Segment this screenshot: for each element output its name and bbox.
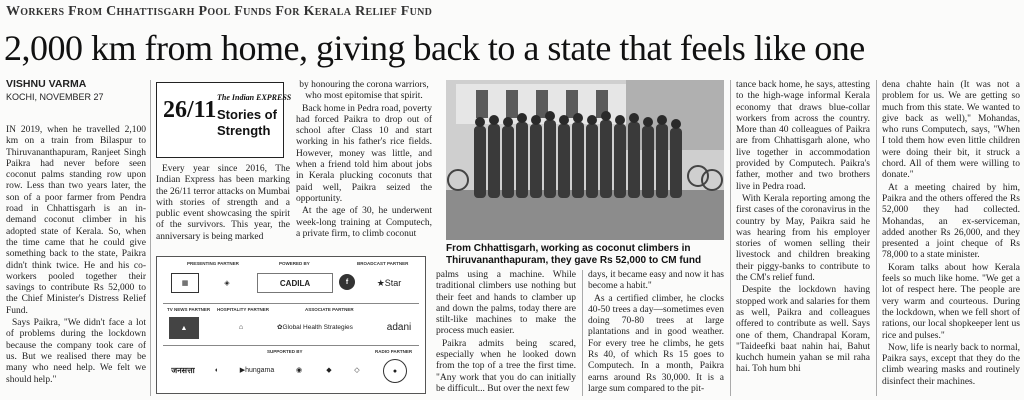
tv-news-partner-label: TV NEWS PARTNER xyxy=(167,307,211,312)
paragraph: Says Paikra, "We didn't face a lot of problems during the lockdown because the company took care of us. But we realised there may be many who need help. We felt we should help." xyxy=(6,318,146,385)
paragraph: Paikra admits being scared, especially when he looked down from the top of a tree the first time. "Any work that you do can initially be difficult... But over the next few xyxy=(436,338,576,394)
sponsors-panel xyxy=(156,256,426,394)
logo-icon: ✿ xyxy=(277,324,283,331)
logo-icon: ◇ xyxy=(354,367,360,374)
article-column-7 xyxy=(882,80,1020,398)
paragraph: Despite the lockdown having stopped work and salaries for them as well, Paikra and colleagues offered to contribute as well. Says one of them, Chandrapal Koram, "Taideefki baat nahin hai, Bahut kuchch humein yahan se mil raha hai. Toh hum bhi xyxy=(736,285,870,375)
radio-partner-label: RADIO PARTNER xyxy=(375,349,413,354)
supporter-logo xyxy=(317,361,341,379)
stories-line-2: Strength xyxy=(217,123,271,138)
hospitality-partner-label: HOSPITALITY PARTNER xyxy=(217,307,270,312)
presenting-partner-label: PRESENTING PARTNER xyxy=(187,261,239,266)
broadcast-partner-label: BROADCAST PARTNER xyxy=(357,261,409,266)
article-column-5 xyxy=(588,270,724,398)
dateline: KOCHI, NOVEMBER 27 xyxy=(6,92,104,102)
stories-number: 26/11 xyxy=(163,97,217,123)
stories-brand: The Indian EXPRESS xyxy=(217,93,292,102)
column-rule xyxy=(582,270,583,396)
article-column-4 xyxy=(436,270,576,398)
paragraph: With Kerala reporting among the first cases of the coronavirus in the country by May, Paikra said he was hearing from his employer stories of women selling their livestock and children breaking their piggy-banks to contribute to the CM's relief fund. xyxy=(736,193,870,284)
panel-divider xyxy=(163,345,419,346)
column-rule xyxy=(150,80,151,396)
logo-icon: ◆ xyxy=(326,367,332,374)
paragraph: Back home in Pedra road, poverty had forced Paikra to drop out of school after Class 10 and start working in his father's rice fields. However, money was little, and when a friend told him about jobs in Kerala plucking coconuts that paid well, Paikra seized the opportunity. xyxy=(296,103,432,204)
star-logo: ★ Star xyxy=(376,277,402,288)
logo-icon: ◈ xyxy=(224,280,230,287)
paragraph: dena chahte hain (It was not a problem for us. We are getting so much from this state. We wanted to give back as well)," Mohandas, who runs Computech, says, "When I told them how even little children were doing their bit, it struck a chord. All of them were willing to donate." xyxy=(882,80,1020,181)
paragraph: palms using a machine. While traditional climbers use nothing but their feet and hands to clamber up and down the palms, today there are stilt-like machines to make the process much easier. xyxy=(436,270,576,337)
adani-logo: adani xyxy=(386,321,412,333)
supporter-logo xyxy=(285,361,313,379)
paragraph: Every year since 2016, The Indian Express has been marking the 26/11 terror attacks on Mumbai with stories of strength and a public event showcasing the spirit of the survivors. This year, the anniversary is being marked xyxy=(156,164,290,242)
jansatta-logo: जनसत्ता xyxy=(171,365,195,375)
hungama-logo: ▶ hungama xyxy=(239,366,275,374)
logo-icon: ◐ xyxy=(214,366,220,374)
paragraph: At the age of 30, he underwent week-long training at Computech, a private firm, to climb coconut xyxy=(296,206,432,239)
hospitality-logo xyxy=(213,315,269,339)
paragraph: by honouring the corona warriors, who most epitomise that spirit. xyxy=(299,80,429,102)
tv-news-logo: ▲ xyxy=(169,317,199,339)
supporter-logo xyxy=(205,361,229,379)
paragraph: Koram talks about how Kerala feels so much like home. "We get a lot of respect here. The people are very warm and courteous. During the lockdown, when we fell short of rations, our local shopkeeper lent us rice and pulses." xyxy=(882,262,1020,341)
facebook-icon: f xyxy=(339,274,355,290)
star-icon: ★ xyxy=(376,277,385,288)
article-column-1 xyxy=(6,125,146,397)
supporter-logo xyxy=(345,361,369,379)
column-rule xyxy=(876,80,877,396)
logo-icon: ● xyxy=(392,367,398,375)
logo-icon: ⌂ xyxy=(238,323,244,331)
article-column-3 xyxy=(296,80,432,254)
panel-divider xyxy=(163,303,419,304)
stories-of-strength-logo xyxy=(156,82,292,158)
stories-line-1: Stories of xyxy=(217,107,277,122)
paragraph: days, it became easy and now it has become a habit." xyxy=(588,270,724,292)
photo-illustration xyxy=(446,80,724,240)
article-column-2 xyxy=(156,164,290,252)
presenting-logo-2 xyxy=(205,271,249,295)
article-column-6 xyxy=(736,80,870,398)
coconut-climbers-photo xyxy=(446,80,724,240)
radio-logo xyxy=(383,359,407,383)
supported-by-label: SUPPORTED BY xyxy=(267,349,303,354)
paragraph: IN 2019, when he travelled 2,100 km on a train from Bilaspur to Thiruvananthapuram, Ranjeet Singh Paikra had never before seen coconut palms standing row upon row. Less than two years later, the son of a poor farmer from Pendra road in Chhattisgarh is an in-demand coconut climber in his adopted state of Kerala. So, when the time came that he could give something back to the state, Paikra didn't think twice. He and his co-workers pooled together their savings to contribute Rs 52,000 to the Chief Minister's Distress Relief Fund. xyxy=(6,125,146,316)
paragraph: tance back home, he says, attesting to the high-wage informal Kerala economy that draws blue-collar workers from across the country. More than 40 colleagues of Paikra are from Chhattisgarh alone, who live together in accommodation provided by Computech. Paikra's father, mother and two brothers live in Pedra road. xyxy=(736,80,870,192)
ghs-logo: ✿ Global Health Strategies xyxy=(277,323,353,331)
photo-caption: From Chhattisgarh, working as coconut climbers in Thiruvananthapuram, they gave Rs 52,000 to CM fund xyxy=(446,243,702,266)
logo-icon: ▶ xyxy=(239,367,246,374)
associate-partner-label: ASSOCIATE PARTNER xyxy=(305,307,354,312)
paragraph: At a meeting chaired by him, Paikra and the others offered the Rs 52,000 they had collected. Mohandas, an ex-serviceman, added another Rs 26,000, and they presented a joint cheque of Rs 78,000 to a state minister. xyxy=(882,182,1020,261)
paragraph: Now, life is nearly back to normal, Paikra says, except that they do the climb wearing masks and routinely disinfect their machines. xyxy=(882,342,1020,387)
byline: VISHNU VARMA xyxy=(6,78,87,90)
headline: 2,000 km from home, giving back to a state that feels like one xyxy=(4,28,865,68)
presenting-logo-1 xyxy=(171,273,199,293)
logo-icon: ▦ xyxy=(181,280,189,287)
column-rule xyxy=(730,80,731,396)
powered-by-label: POWERED BY xyxy=(279,261,310,266)
paragraph: As a certified climber, he clocks 40-50 trees a day—sometimes even doing 70-80 trees at large plantations and in good weather. For every tree he climbs, he gets Rs 40, of which Rs 15 goes to Computech. In a month, Paikra earns around Rs 30,000. It is a large sum compared to the pit- xyxy=(588,293,724,394)
cadila-logo: CADILA xyxy=(257,273,333,293)
logo-icon: ◉ xyxy=(295,367,303,374)
kicker: Workers From Chhattisgarh Pool Funds For Kerala Relief Fund xyxy=(6,4,433,19)
